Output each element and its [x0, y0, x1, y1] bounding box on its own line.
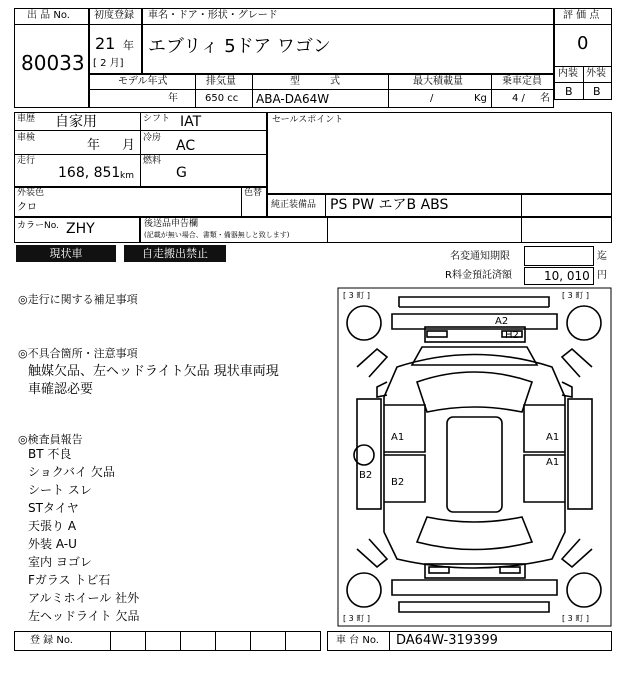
displacement-label: 排気量: [206, 76, 236, 87]
equipment-label: 純正装備品: [271, 200, 317, 210]
mileage-label: 走行: [17, 156, 36, 166]
max-load-unit: Kg: [474, 93, 487, 104]
shift-label: シフト: [143, 114, 171, 124]
recycle-label: R料金預託済額: [445, 270, 512, 281]
color-value: クロ: [17, 202, 37, 213]
damage-mark-a1-right-top: A1: [546, 432, 560, 443]
current-car-badge: 現状車: [16, 245, 116, 262]
tire-rear-right: [567, 573, 601, 607]
defects-line-2: 車確認必要: [28, 382, 94, 397]
max-load-label: 最大積載量: [413, 76, 463, 87]
first-reg-year-unit: 年: [123, 39, 134, 52]
ac-label: 冷房: [143, 133, 162, 143]
model-year-label: モデル年式: [118, 76, 168, 87]
ac-value: AC: [176, 138, 196, 154]
chassis-number-value: DA64W-319399: [396, 633, 498, 648]
equipment-value: PS PW エアB ABS: [330, 197, 449, 213]
aftermarket-box: [140, 217, 612, 243]
recycle-value: 10, 010: [544, 269, 590, 283]
tire-label-rr: [ 3 町 ]: [562, 614, 589, 623]
inspection-month: 月: [122, 138, 136, 153]
defects-title: ◎不具合箇所・注意事項: [18, 347, 138, 360]
aftermarket-label: 後送品申告欄: [144, 219, 199, 229]
inspector-line: アルミホイール 社外: [28, 591, 140, 605]
type-label: 型 式: [290, 76, 340, 87]
driving-notes-title: ◎走行に関する補足事項: [18, 293, 138, 306]
color-change-label: 色替: [244, 188, 263, 198]
name-change-field: [524, 246, 594, 266]
tire-front-right: [567, 306, 601, 340]
damage-mark-b2-door: B2: [391, 477, 405, 488]
name-change-label: 名変通知期限: [450, 251, 510, 262]
mileage-unit: km: [120, 171, 134, 181]
car-damage-diagram: [337, 287, 612, 627]
capacity-unit: 名: [540, 93, 550, 104]
exterior-grade: B: [593, 85, 601, 98]
aftermarket-note: (記載が無い場合、書類・備器無しと致します): [144, 231, 290, 239]
defects-line-1: 触媒欠品、左ヘッドライト欠品 現状車両現: [28, 364, 279, 379]
first-reg-year: 21: [95, 34, 116, 53]
fuel-value: G: [176, 165, 187, 181]
tire-rear-left: [347, 573, 381, 607]
tire-label-fr: [ 3 町 ]: [562, 291, 589, 300]
color-box: [14, 187, 267, 217]
interior-label: 内装: [558, 68, 578, 79]
inspector-line: Fガラス トビ石: [28, 573, 111, 587]
inspector-line: 室内 ヨゴレ: [28, 555, 92, 569]
registration-number-label: 登 録 No.: [30, 635, 73, 646]
inspector-line: シート スレ: [28, 483, 92, 497]
damage-mark-a2: A2: [495, 316, 509, 327]
color-no-label: カラーNo.: [17, 221, 59, 231]
displacement-value: 650 cc: [205, 93, 239, 104]
damage-mark-a1-left: A1: [391, 432, 405, 443]
color-no-value: ZHY: [66, 221, 95, 237]
inspector-title: ◎検査員報告: [18, 433, 83, 446]
car-name-label: 車名・ドア・形状・グレード: [148, 10, 278, 21]
self-drive-prohibited-badge: 自走搬出禁止: [124, 245, 226, 262]
tire-label-rl: [ 3 町 ]: [343, 614, 370, 623]
sales-point-label: セールスポイント: [272, 115, 344, 125]
recycle-unit: 円: [597, 270, 607, 281]
tire-label-fl: [ 3 町 ]: [343, 291, 370, 300]
history-label: 車歴: [17, 114, 36, 124]
inspector-line: 外装 A-U: [28, 537, 77, 551]
inspector-line: 左ヘッドライト 欠品: [28, 609, 140, 623]
inspector-line: STタイヤ: [28, 501, 79, 515]
chassis-number-label: 車 台 No.: [336, 635, 379, 646]
damage-mark-a1-right-bottom: A1: [546, 457, 560, 468]
score-value: 0: [577, 33, 589, 54]
inspector-line: BT 不良: [28, 447, 72, 461]
capacity-value: 4 /: [512, 93, 525, 104]
inspection-year: 年: [87, 138, 101, 153]
fuel-label: 燃料: [143, 156, 162, 166]
inspector-line: ショクバイ 欠品: [28, 465, 115, 479]
inspector-line: 天張り A: [28, 519, 77, 533]
color-label: 外装色: [17, 188, 45, 198]
name-change-unit: 迄: [597, 251, 607, 262]
exterior-label: 外装: [586, 68, 606, 79]
interior-grade: B: [565, 85, 573, 98]
lot-label: 出 品 No.: [27, 10, 70, 21]
max-load-value: /: [430, 93, 434, 104]
type-value: ABA-DA64W: [256, 92, 330, 106]
car-name: エブリィ 5ドア ワゴン: [148, 36, 331, 57]
capacity-label: 乗車定員: [502, 76, 542, 87]
damage-mark-b2-side: B2: [359, 470, 373, 481]
model-year-unit: 年: [168, 93, 178, 104]
mileage-value: 168, 851: [58, 165, 121, 181]
score-label: 評 価 点: [563, 10, 600, 21]
shift-value: IAT: [180, 114, 202, 130]
damage-mark-h2: H2: [505, 330, 519, 341]
history-value: 自家用: [55, 114, 97, 130]
tire-front-left: [347, 306, 381, 340]
first-reg-month: [ 2 月]: [93, 58, 124, 69]
lot-number: 80033: [21, 51, 85, 75]
first-reg-label: 初度登録: [94, 10, 134, 21]
inspection-label: 車検: [17, 133, 36, 143]
